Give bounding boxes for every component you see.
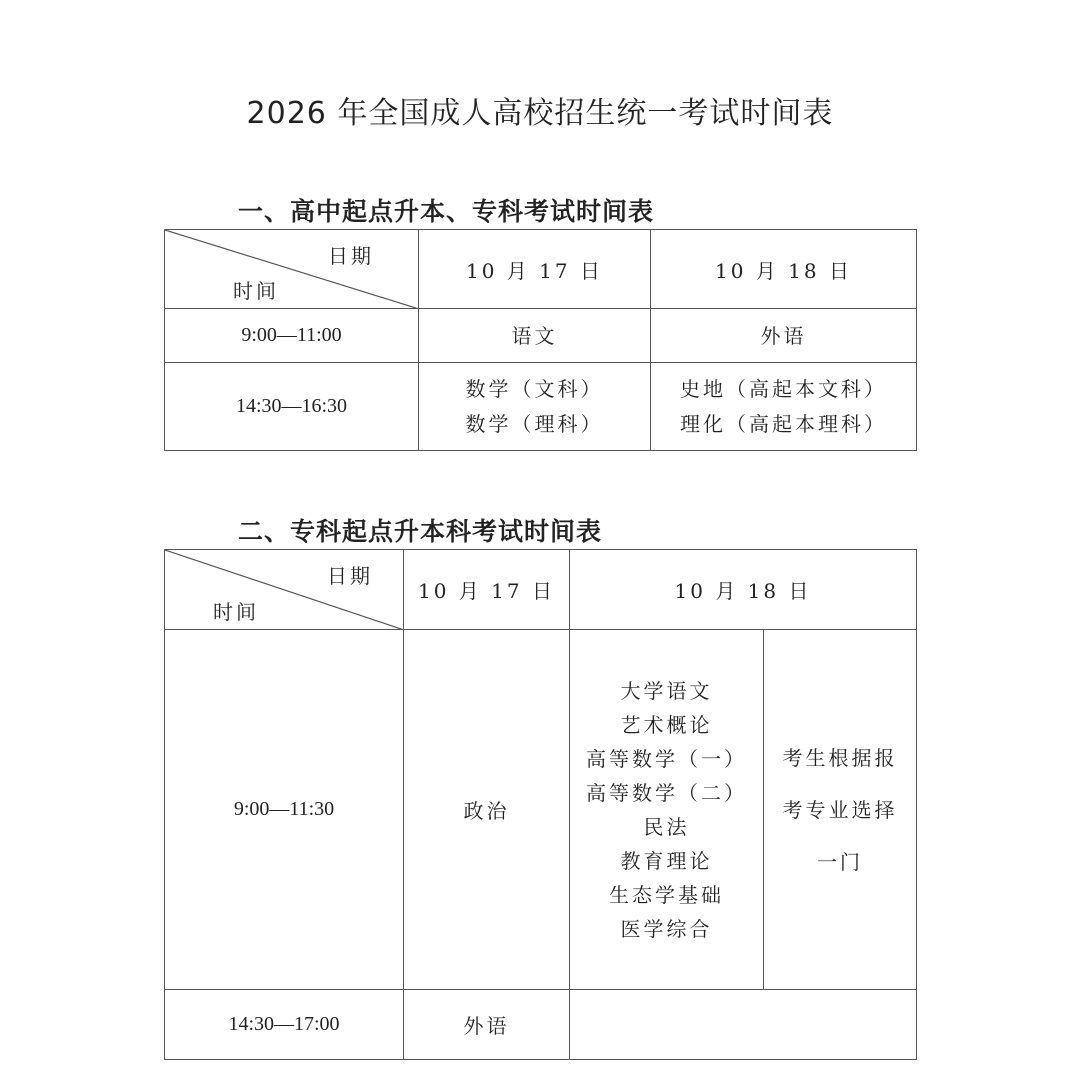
page-title: 2026 年全国成人高校招生统一考试时间表	[246, 96, 834, 131]
time-cell: 9:00—11:00	[165, 309, 419, 363]
subject-cell: 外语	[404, 990, 570, 1060]
time-cell: 14:30—17:00	[165, 990, 404, 1060]
time-cell: 9:00—11:30	[165, 630, 404, 990]
header-day2: 10 月 18 日	[651, 230, 917, 309]
time-cell: 14:30—16:30	[165, 363, 419, 451]
date-label: 日期	[327, 564, 373, 588]
section2-title: 二、专科起点升本科考试时间表	[238, 517, 603, 546]
diagonal-header-cell	[165, 230, 419, 309]
note-line: 考生根据报	[782, 745, 898, 770]
subject-cell	[419, 363, 651, 451]
subject-line: 医学综合	[620, 916, 713, 941]
exam-table-1	[164, 229, 917, 451]
subject-line: 艺术概论	[620, 712, 713, 737]
time-label: 时间	[233, 279, 279, 303]
diagonal-line	[165, 230, 419, 309]
subject-cell	[651, 309, 917, 363]
subject-line: 数学（理科）	[465, 411, 604, 436]
subject-line: 外语	[760, 323, 807, 348]
header-day2: 10 月 18 日	[570, 550, 917, 630]
subject-line: 教育理论	[620, 848, 713, 873]
subject-cell	[651, 363, 917, 451]
note-cell	[764, 630, 917, 990]
subject-line: 史地（高起本文科）	[680, 376, 887, 401]
header-day1: 10 月 17 日	[404, 550, 570, 630]
subject-list-cell	[570, 630, 764, 990]
date-label: 日期	[328, 244, 374, 268]
subject-line: 高等数学（一）	[586, 746, 747, 771]
subject-line: 生态学基础	[609, 882, 724, 907]
subject-line: 数学（文科）	[465, 376, 604, 401]
subject-cell	[419, 309, 651, 363]
subject-line: 语文	[511, 323, 558, 348]
time-label: 时间	[213, 600, 259, 624]
empty-cell	[570, 990, 917, 1060]
section1-title: 一、高中起点升本、专科考试时间表	[238, 197, 655, 226]
subject-line: 高等数学（二）	[586, 780, 747, 805]
note-line: 考专业选择	[782, 797, 898, 822]
subject-line: 民法	[643, 814, 690, 839]
subject-cell: 政治	[404, 630, 570, 990]
header-day1: 10 月 17 日	[419, 230, 651, 309]
subject-line: 理化（高起本理科）	[680, 411, 887, 436]
note-line: 一门	[817, 849, 863, 874]
exam-table-2	[164, 549, 917, 1060]
diagonal-header-cell	[165, 550, 404, 630]
subject-line: 大学语文	[620, 678, 713, 703]
